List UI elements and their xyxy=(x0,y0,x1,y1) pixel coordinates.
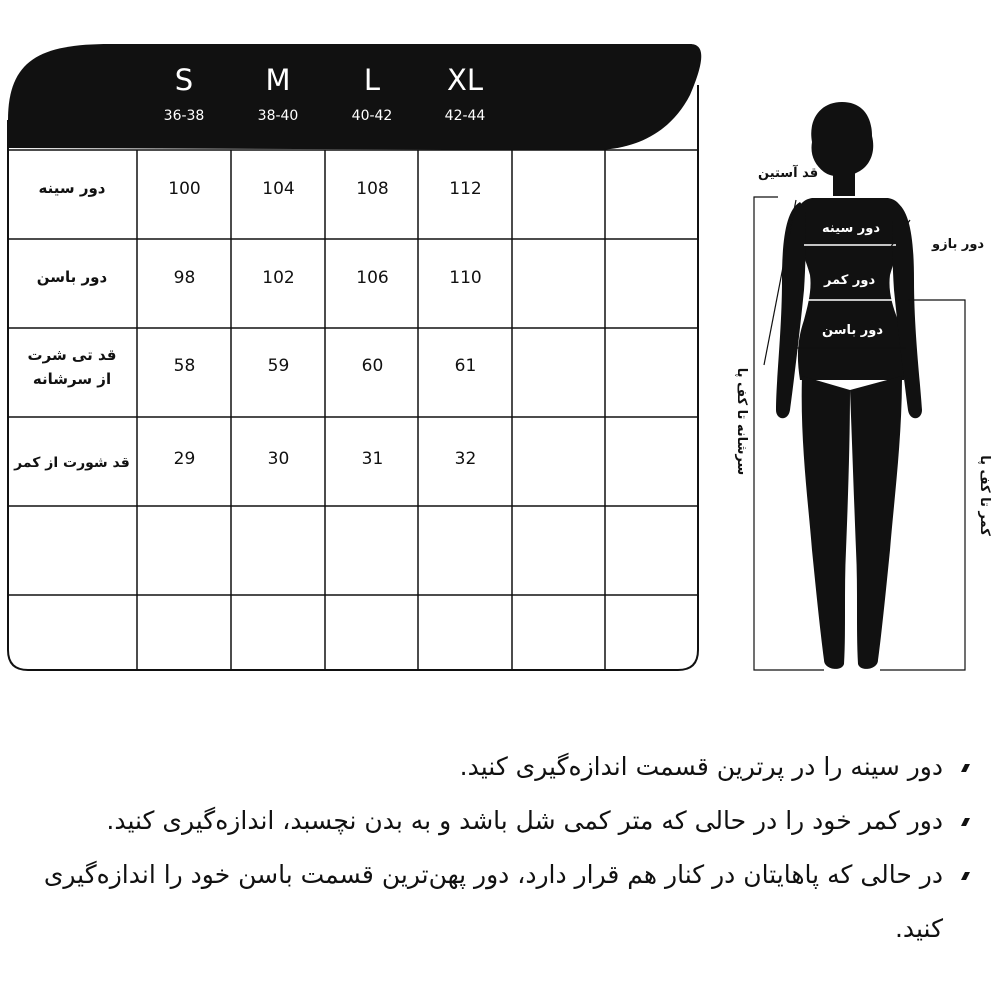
label-waist-to-floor: کمر تا کف پا xyxy=(976,455,992,536)
table-cell: 58 xyxy=(173,356,196,376)
bullet-icon xyxy=(959,762,971,774)
row-label-line: قد تی شرت xyxy=(27,346,117,364)
size-header-s xyxy=(137,64,231,124)
size-code: S xyxy=(174,63,194,97)
label-sleeve-length: قد آستین xyxy=(758,166,819,181)
note-text: در حالی که پاهایتان در کنار هم قرار دارد، دور پهن‌ترین قسمت باسن خود را اندازه‌گیری کنید. xyxy=(43,860,943,943)
list-item xyxy=(10,848,975,956)
size-range: 36-38 xyxy=(163,108,205,124)
size-chart-table xyxy=(0,0,720,690)
size-header-l xyxy=(325,64,419,124)
table-cell: 100 xyxy=(168,179,201,199)
column-lines xyxy=(137,148,605,670)
row-label-hip: دور باسن xyxy=(36,268,108,286)
size-range: 38-40 xyxy=(257,108,299,124)
size-range: 42-44 xyxy=(444,108,486,124)
measurement-notes xyxy=(10,740,975,956)
table-cell: 110 xyxy=(449,268,482,288)
label-arm: دور بازو xyxy=(932,237,985,252)
note-text: دور سینه را در پرترین قسمت اندازه‌گیری کنید. xyxy=(459,752,943,781)
table-cell: 102 xyxy=(262,268,295,288)
row-label-tshirt-length xyxy=(10,343,134,391)
table-cell: 112 xyxy=(449,179,482,199)
size-code: XL xyxy=(446,63,484,97)
label-hip: دور باسن xyxy=(822,323,884,338)
table-cell: 31 xyxy=(361,449,384,469)
table-cell: 29 xyxy=(173,449,196,469)
size-header-m xyxy=(231,64,325,124)
table-cell: 61 xyxy=(454,356,477,376)
table-cell: 104 xyxy=(262,179,295,199)
note-text: دور کمر خود را در حالی که متر کمی شل باشد و به بدن نچسبد، اندازه‌گیری کنید. xyxy=(106,806,943,835)
table-cell: 60 xyxy=(361,356,384,376)
label-shoulder-to-floor: سرشانه تا کف پا xyxy=(734,367,750,476)
label-bust: دور سینه xyxy=(822,221,881,236)
table-cell: 32 xyxy=(454,449,477,469)
woman-silhouette-icon xyxy=(776,102,922,669)
body-measurement-diagram xyxy=(720,80,1000,690)
size-header-xl xyxy=(418,64,512,124)
table-cell: 108 xyxy=(356,179,389,199)
bullet-icon xyxy=(959,816,971,828)
list-item xyxy=(10,740,975,794)
size-range: 40-42 xyxy=(351,108,393,124)
table-cell: 106 xyxy=(356,268,389,288)
table-cell: 59 xyxy=(267,356,290,376)
list-item xyxy=(10,794,975,848)
size-code: L xyxy=(363,63,381,97)
row-label-bust: دور سینه xyxy=(38,179,106,197)
row-label-shorts-length: قد شورت از کمر xyxy=(14,455,130,471)
size-code: M xyxy=(265,63,291,97)
row-label-line: از سرشانه xyxy=(32,370,112,388)
bullet-icon xyxy=(959,870,971,882)
table-cell: 30 xyxy=(267,449,290,469)
label-waist: دور کمر xyxy=(824,273,876,288)
table-cell: 98 xyxy=(173,268,196,288)
